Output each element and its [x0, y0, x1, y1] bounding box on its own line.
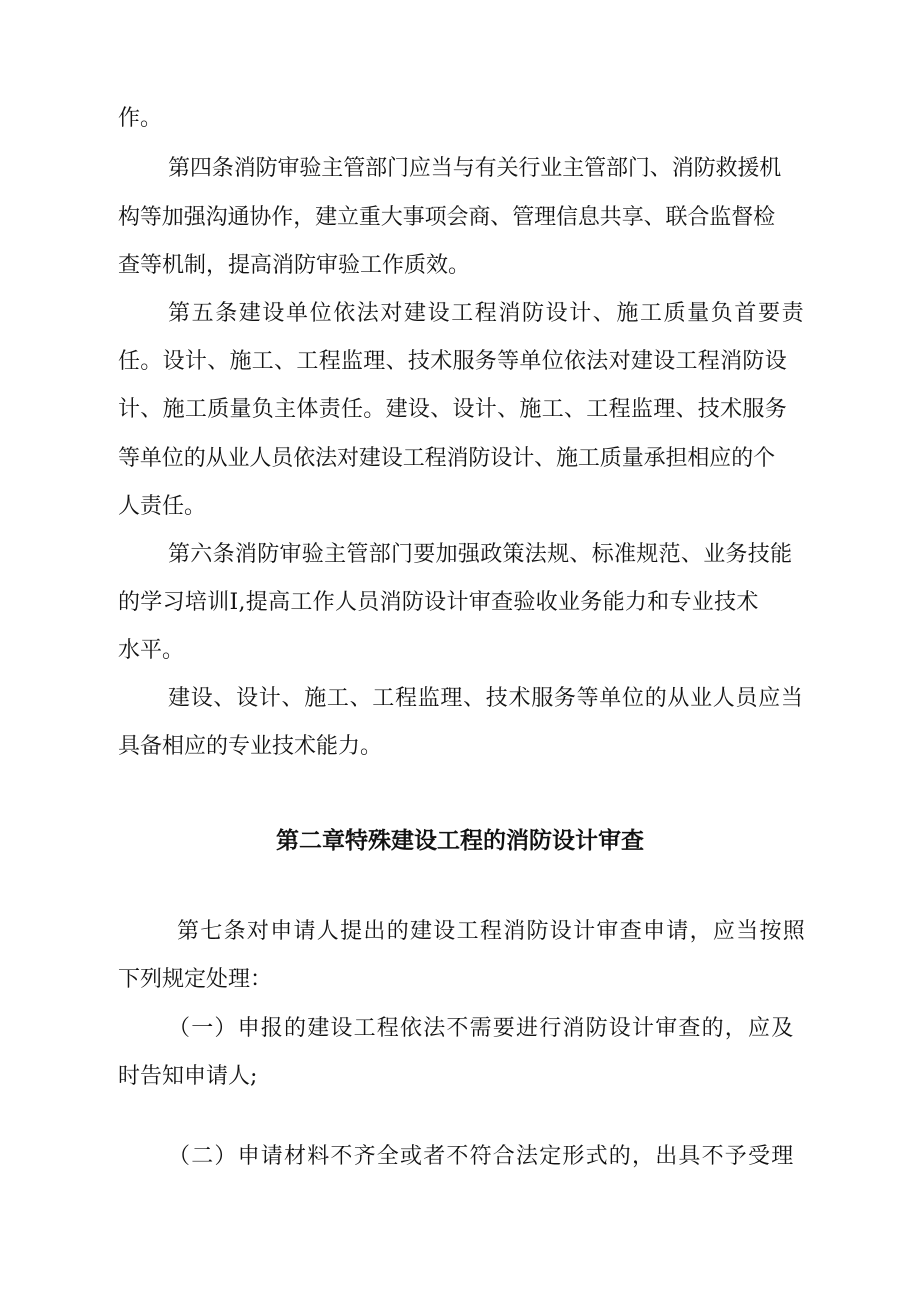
text-line: 计、施工质量负主体责任。建设、设计、施工、工程监理、技术服务 — [118, 397, 788, 422]
paragraph-article-4-line-1: 第四条消防审验主管部门应当与有关行业主管部门、消防救援机 — [168, 156, 782, 181]
list-item-1-line-1: （一）申报的建设工程依法不需要进行消防设计审查的，应及 — [168, 1016, 795, 1041]
paragraph-article-7-line-1: 第七条对申请人提出的建设工程消防设计审查申请，应当按照 — [177, 919, 807, 944]
text-line: 具备相应的专业技术能力。 — [118, 734, 383, 759]
text-line: 任。设计、施工、工程监理、技术服务等单位依法对建设工程消防设 — [118, 349, 788, 374]
text-line: 查等机制，提高消防审验工作质效。 — [118, 253, 471, 278]
chapter-heading: 第二章特殊建设工程的消防设计审查 — [276, 828, 644, 854]
list-item-2-line-1: （二）申请材料不齐全或者不符合法定形式的，出具不予受理 — [168, 1144, 795, 1169]
paragraph-article-6-line-1: 第六条消防审验主管部门要加强政策法规、标准规范、业务技能 — [168, 542, 793, 567]
text-line: 构等加强沟通协作，建立重大事项会商、管理信息共享、联合监督检 — [118, 205, 776, 230]
text-line: 等单位的从业人员依法对建设工程消防设计、施工质量承担相应的个 — [118, 446, 776, 471]
text-line: 的学习培训I,提高工作人员消防设计审查验收业务能力和专业技术 — [118, 590, 759, 615]
text-line: 下列规定处理： — [118, 967, 273, 992]
text-line: 作。 — [118, 106, 163, 131]
text-line: 水平。 — [118, 638, 185, 663]
paragraph-qualification-line-1: 建设、设计、施工、工程监理、技术服务等单位的从业人员应当 — [168, 686, 804, 711]
text-line: 人责任。 — [118, 494, 207, 519]
paragraph-article-5-line-1: 第五条建设单位依法对建设工程消防设计、施工质量负首要责 — [168, 301, 806, 326]
text-line: 时告知申请人; — [118, 1064, 258, 1089]
